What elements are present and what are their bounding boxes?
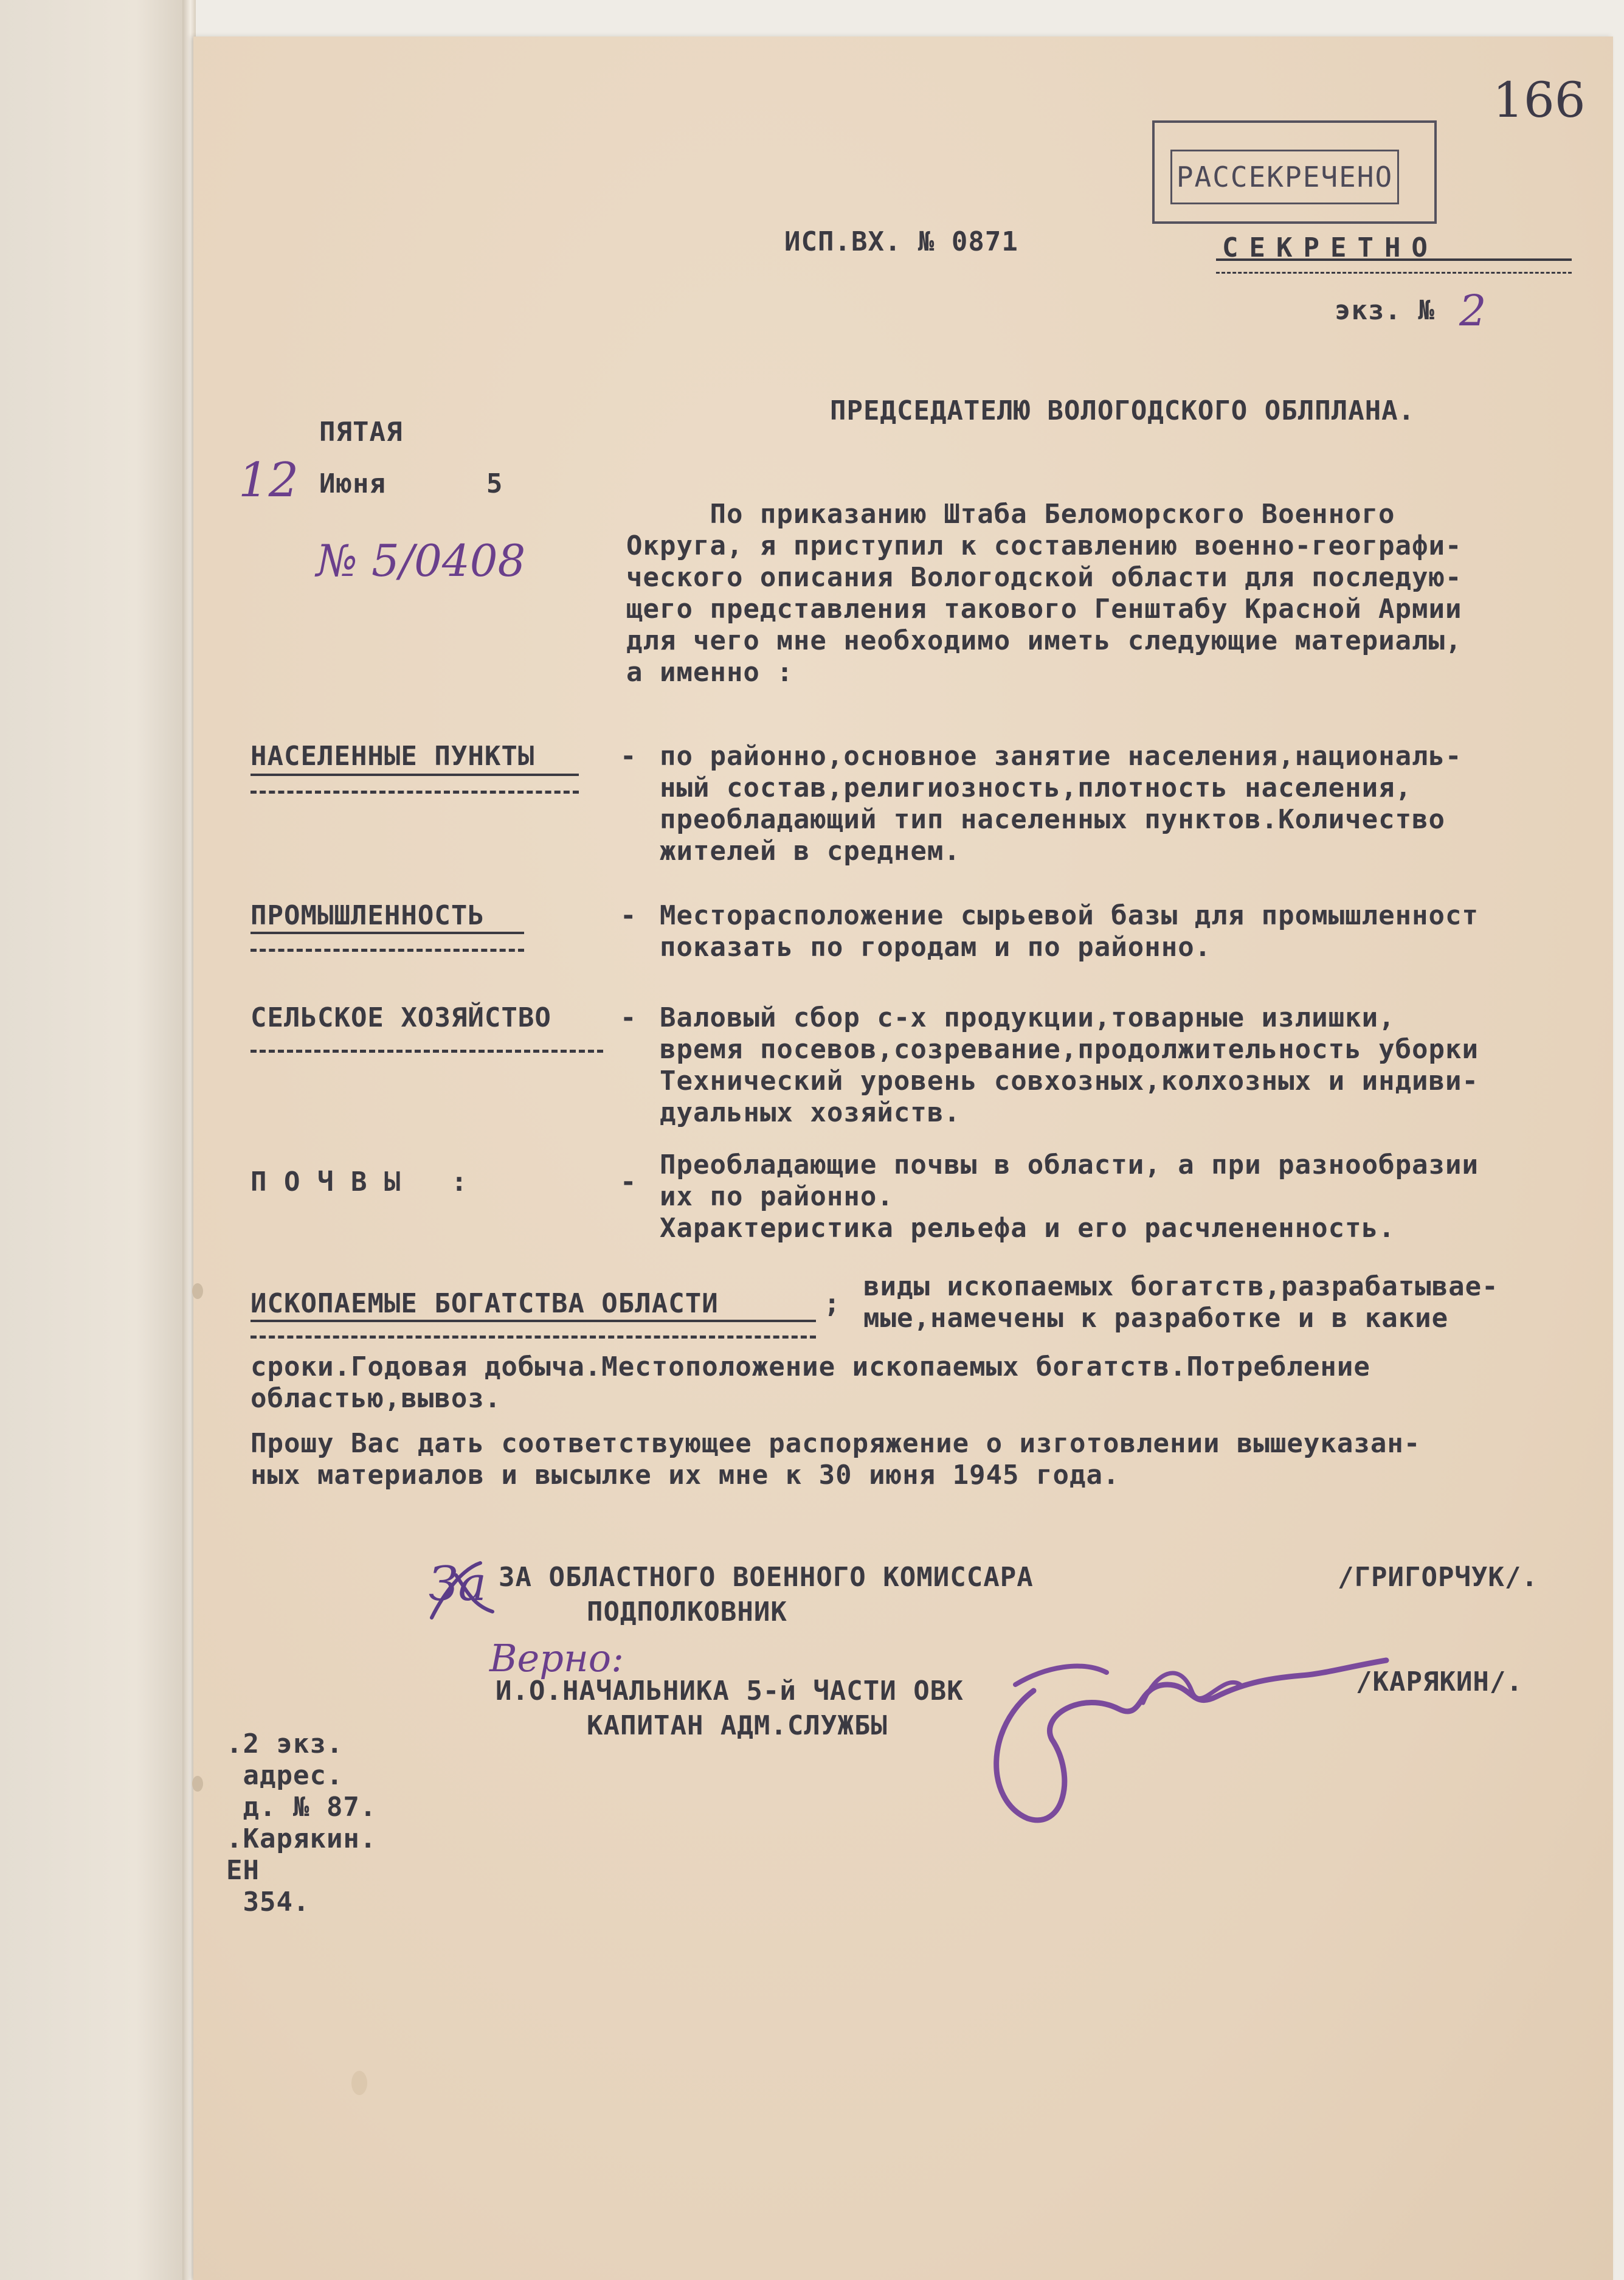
footer-line: адрес.	[226, 1760, 344, 1791]
section-line: Валовый сбор с-х продукции,товарные излишки,	[660, 1002, 1395, 1033]
intro-line: Округа, я приступил к составлению военно-географи-	[626, 530, 1462, 561]
left-page	[0, 0, 195, 2280]
section-heading: СЕЛЬСКОЕ ХОЗЯЙСТВО	[251, 1002, 551, 1033]
heading-dashed-underline	[251, 949, 524, 952]
section-separator: -	[620, 1002, 637, 1033]
intro-line: По приказанию Штаба Беломорского Военного	[626, 499, 1395, 530]
request-line: ных материалов и высылке их мне к 30 июня 1945 года.	[251, 1460, 1120, 1491]
section-heading: ПРОМЫШЛЕННОСТЬ	[251, 900, 485, 931]
footer-line: 354.	[226, 1887, 310, 1918]
signature-za-handwritten: За	[429, 1557, 487, 1612]
heading-underline	[251, 774, 579, 776]
continuation-line: сроки.Годовая добыча.Местоположение ископаемых богатств.Потребление	[251, 1351, 1370, 1382]
section-line: Технический уровень совхозных,колхозных и индиви-	[660, 1066, 1479, 1097]
date-line-2: Июня 5	[319, 468, 503, 499]
page-number: 166	[1493, 72, 1586, 128]
copy-label: экз. №	[1335, 295, 1435, 326]
classification-strikethrough	[1216, 258, 1572, 261]
section-separator: -	[620, 741, 637, 772]
footer-line: д. № 87.	[226, 1792, 377, 1823]
acting-rank: КАПИТАН АДМ.СЛУЖБЫ	[587, 1710, 888, 1741]
verno-handwritten: Верно:	[489, 1636, 624, 1680]
intro-line: а именно :	[626, 657, 793, 688]
heading-underline	[251, 1320, 816, 1322]
section-line: дуальных хозяйств.	[660, 1097, 961, 1128]
heading-underline	[251, 932, 524, 934]
heading-dashed-underline	[251, 1336, 816, 1339]
section-separator: -	[620, 900, 637, 931]
date-line-1: ПЯТАЯ	[319, 417, 403, 448]
intro-line: щего представления такового Генштабу Красной Армии	[626, 594, 1462, 625]
heading-dashed-underline	[251, 1050, 603, 1053]
section-line: Преобладающие почвы в области, а при разнообразии	[660, 1149, 1479, 1180]
section-separator: -	[620, 1166, 637, 1197]
section-heading: НАСЕЛЕННЫЕ ПУНКТЫ	[251, 741, 535, 772]
acting-name: /КАРЯКИН/.	[1356, 1666, 1523, 1697]
acting-chief: И.О.НАЧАЛЬНИКА 5-й ЧАСТИ ОВК	[496, 1675, 964, 1707]
section-line: показать по городам и по районно.	[660, 932, 1212, 963]
reference-number: ИСП.ВХ. № 0871	[784, 226, 1018, 257]
section-line: по районно,основное занятие населения,националь-	[660, 741, 1462, 772]
section-heading: П О Ч В Ы :	[251, 1166, 468, 1197]
signature-rank: ПОДПОЛКОВНИК	[587, 1596, 787, 1627]
section-line: Месторасположение сырьевой базы для промышленност	[660, 900, 1479, 931]
request-line: Прошу Вас дать соответствующее распоряжение о изготовлении вышеуказан-	[251, 1428, 1421, 1459]
footer-line: ЕН	[226, 1855, 260, 1886]
signature-for: ЗА ОБЛАСТНОГО ВОЕННОГО КОМИССАРА	[499, 1562, 1034, 1593]
section-line: жителей в среднем.	[660, 836, 961, 867]
heading-dashed-underline	[251, 791, 579, 794]
section-heading: ИСКОПАЕМЫЕ БОГАТСТВА ОБЛАСТИ	[251, 1288, 719, 1319]
continuation-line: областью,вывоз.	[251, 1383, 502, 1414]
declassified-stamp	[1152, 120, 1437, 224]
addressee: ПРЕДСЕДАТЕЛЮ ВОЛОГОДСКОГО ОБЛПЛАНА.	[830, 395, 1415, 426]
section-line: преобладающий тип населенных пунктов.Количество	[660, 804, 1446, 835]
section-line: ный состав,религиозность,плотность населения,	[660, 772, 1412, 803]
section-line: мые,намечены к разработке и в какие	[863, 1303, 1449, 1334]
handwritten-signature	[961, 1618, 1398, 1837]
footer-line: .Карякин.	[226, 1823, 377, 1854]
classification-strikethrough-dashed	[1216, 272, 1572, 274]
section-line: Характеристика рельефа и его расчлененность.	[660, 1213, 1395, 1244]
section-line: виды ископаемых богатств,разрабатывае-	[863, 1271, 1499, 1302]
signature-name: /ГРИГОРЧУК/.	[1338, 1562, 1538, 1593]
outgoing-number-handwritten: № 5/0408	[316, 535, 526, 586]
section-separator: ;	[824, 1288, 841, 1319]
za-signature-stroke	[420, 1557, 505, 1630]
intro-line: для чего мне необходимо иметь следующие материалы,	[626, 625, 1462, 656]
section-line: их по районно.	[660, 1181, 894, 1212]
intro-line: ческого описания Вологодской области для последую-	[626, 562, 1462, 593]
classification-label: СЕКРЕТНО	[1222, 232, 1439, 263]
date-day-handwritten: 12	[238, 453, 299, 508]
copy-number: 2	[1459, 286, 1487, 336]
section-line: время посевов,созревание,продолжительность уборки	[660, 1034, 1479, 1065]
footer-line: .2 экз.	[226, 1728, 344, 1759]
declassified-stamp-text: РАССЕКРЕЧЕНО	[1170, 150, 1399, 204]
